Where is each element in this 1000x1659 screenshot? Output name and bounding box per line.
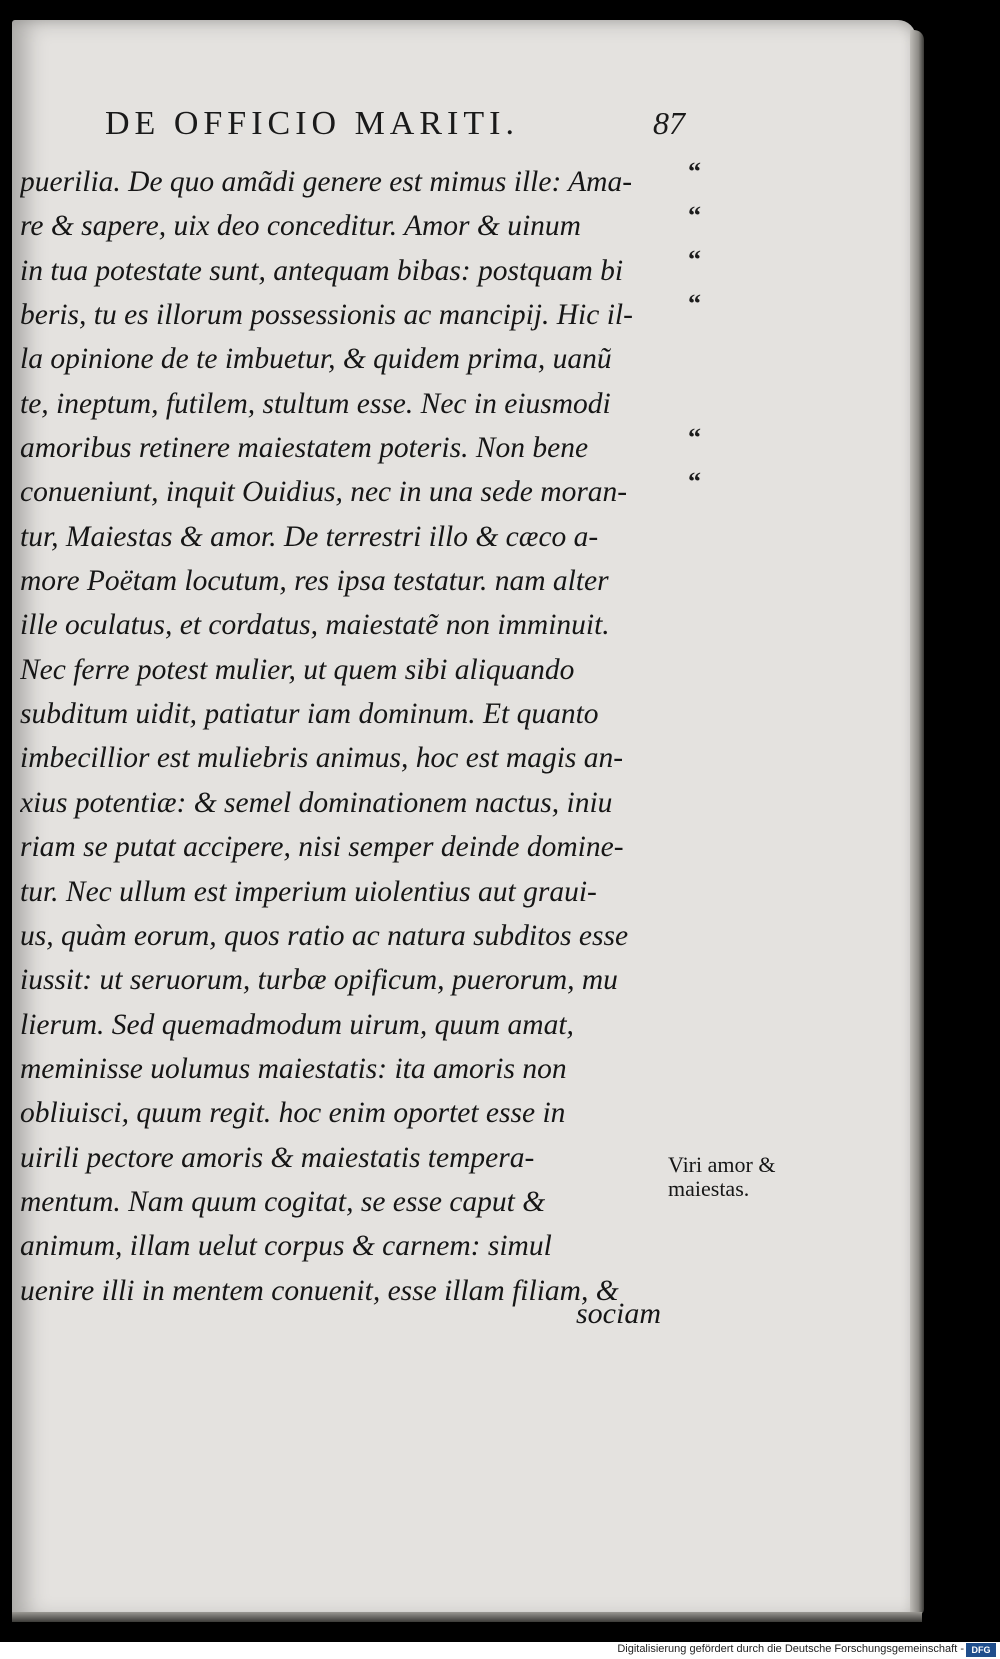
text-line: animum, illam uelut corpus & carnem: simul xyxy=(20,1230,552,1263)
footer-bar xyxy=(0,1642,1000,1659)
quote-mark: “ xyxy=(688,245,701,274)
page-edge xyxy=(910,30,924,1615)
running-title: DE OFFICIO MARITI. xyxy=(105,105,519,142)
text-line: mentum. Nam quum cogitat, se esse caput & xyxy=(20,1185,546,1218)
text-line: more Poëtam locutum, res ipsa testatur. nam alter xyxy=(20,565,609,598)
page-number: 87 xyxy=(653,105,685,141)
text-line: puerilia. De quo amãdi genere est mimus ille: Ama- xyxy=(20,166,633,198)
text-line: tur, Maiestas & amor. De terrestri illo & cæco a- xyxy=(20,520,599,553)
text-line: in tua potestate sunt, antequam bibas: postquam bi xyxy=(20,254,624,287)
text-line: obliuisci, quum regit. hoc enim oportet esse in xyxy=(20,1097,566,1130)
marginal-note-line: maiestas. xyxy=(668,1176,750,1201)
text-line: ille oculatus, et cordatus, maiestatẽ non imminuit. xyxy=(20,609,610,642)
text-line: conueniunt, inquit Ouidius, nec in una sede moran- xyxy=(20,476,628,509)
text-line: iussit: ut seruorum, turbæ opificum, puerorum, mu xyxy=(20,964,618,997)
text-line: amoribus retinere maiestatem poteris. Non bene xyxy=(20,432,589,465)
marginal-note-line: Viri amor & xyxy=(668,1152,776,1177)
text-body xyxy=(20,160,675,1313)
text-line: tur. Nec ullum est imperium uiolentius aut graui- xyxy=(20,875,597,908)
text-line: xius potentiæ: & semel dominationem nactus, iniu xyxy=(20,786,613,819)
text-line: us, quàm eorum, quos ratio ac natura subditos esse xyxy=(20,919,629,952)
catchword: sociam xyxy=(576,1297,661,1330)
quote-mark: “ xyxy=(688,201,701,230)
dfg-logo: DFG xyxy=(966,1643,996,1657)
page-header xyxy=(105,105,685,143)
text-line: uenire illi in mentem conuenit, esse illam filiam, & xyxy=(20,1274,619,1307)
text-line: Nec ferre potest mulier, ut quem sibi aliquando xyxy=(20,653,575,686)
text-line: te, ineptum, futilem, stultum esse. Nec in eiusmodi xyxy=(20,387,611,420)
text-line: re & sapere, uix deo conceditur. Amor & uinum xyxy=(20,210,581,243)
quote-mark: “ xyxy=(688,157,701,186)
marginal-note xyxy=(668,1153,775,1201)
quote-mark: “ xyxy=(688,289,701,318)
text-line: meminisse uolumus maiestatis: ita amoris non xyxy=(20,1052,567,1085)
text-line: riam se putat accipere, nisi semper deinde domine- xyxy=(20,831,624,864)
text-line: la opinione de te imbuetur, & quidem prima, uanũ xyxy=(20,343,612,376)
quote-mark: “ xyxy=(688,467,701,496)
quote-mark: “ xyxy=(688,423,701,452)
page-bottom-edge xyxy=(12,1612,922,1622)
text-line: lierum. Sed quemadmodum uirum, quum amat, xyxy=(20,1008,574,1041)
digitization-credit: Digitalisierung gefördert durch die Deutsche Forschungsgemeinschaft - xyxy=(617,1643,964,1655)
text-line: uirili pectore amoris & maiestatis tempera- xyxy=(20,1141,535,1174)
text-line: beris, tu es illorum possessionis ac mancipij. Hic il- xyxy=(20,299,633,332)
text-line: subditum uidit, patiatur iam dominum. Et quanto xyxy=(20,698,599,731)
text-line: imbecillior est muliebris animus, hoc est magis an- xyxy=(20,742,624,775)
